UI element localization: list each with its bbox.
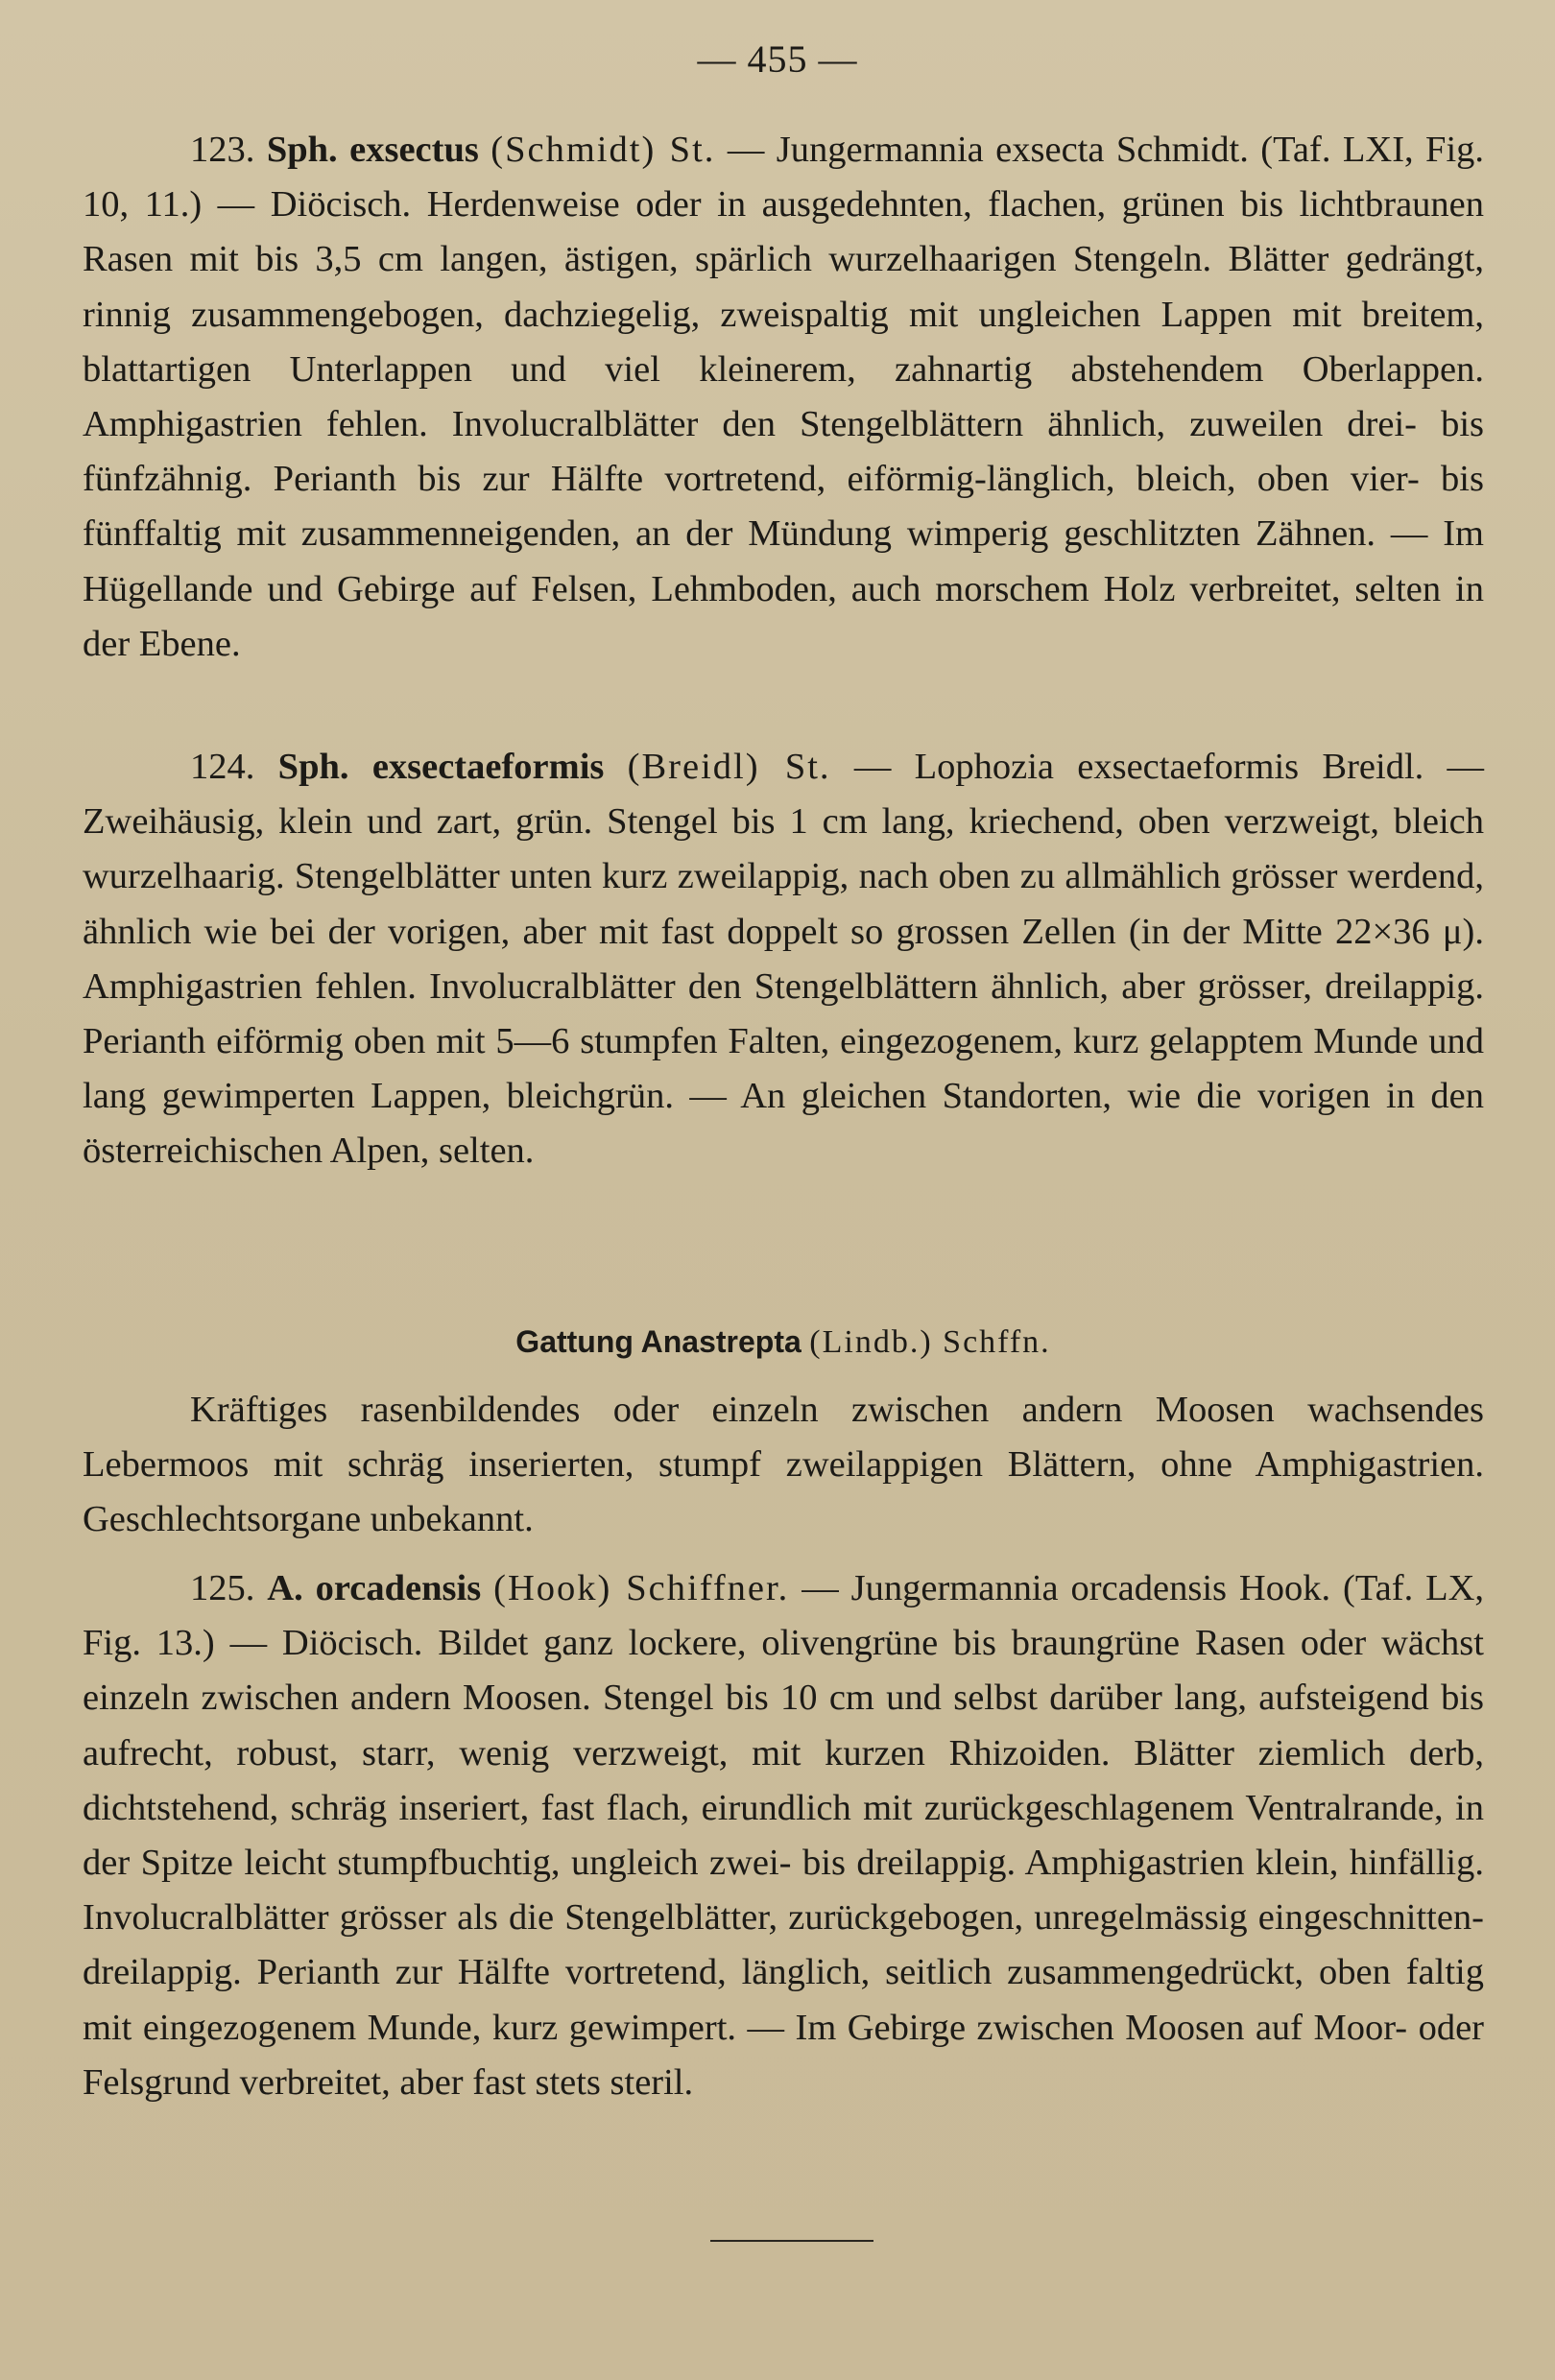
species-name: exsectaeformis bbox=[371, 747, 605, 787]
entry-125 bbox=[83, 1561, 1484, 2110]
entry-text: — Jungermannia orcadensis Hook. (Taf. LX, Fig. 13.) — Diöcisch. Bildet ganz lockere, olivengrüne bis braungrüne Rasen oder wächst einzeln zwischen andern Moosen. Stengel bis 10 cm und selbst darüber lang, aufsteigend bis aufrecht, robust, starr, wenig verzweigt, mit kurzen Rhizoiden. Blätter ziemlich derb, dichtstehend, schräg inseriert, fast flach, eirundlich mit zurückgeschlagenem Ventralrande, in der Spitze leicht stumpfbuchtig, ungleich zwei- bis dreilappig. Amphigastrien klein, hinfällig. Involucralblätter grösser als die Stengelblätter, zurückgebogen, unregelmässig eingeschnitten-dreilappig. Perianth zur Hälfte vortretend, länglich, seitlich zusammengedrückt, oben faltig mit eingezogenem Munde, kurz gewimpert. — Im Gebirge zwischen Moosen auf Moor- oder Felsgrund verbreitet, aber fast stets steril. bbox=[83, 1568, 1485, 2103]
genus-abbreviation: A. bbox=[267, 1568, 303, 1608]
species-author: (Breidl) St. bbox=[627, 747, 831, 787]
closing-rule bbox=[710, 2240, 873, 2242]
genus-abbreviation: Sph. bbox=[266, 130, 338, 170]
species-author: (Hook) Schiffner. bbox=[493, 1568, 790, 1608]
entry-text: — Jungermannia exsecta Schmidt. (Taf. LXI, Fig. 10, 11.) — Diöcisch. Herdenweise oder in ausgedehnten, flachen, grünen bis lichtbraunen Rasen mit bis 3,5 cm langen, ästigen, spärlich wurzelhaarigen Stengeln. Blätter gedrängt, rinnig zusammengebogen, dachziegelig, zweispaltig mit ungleichen Lappen mit breitem, blattartigen Unterlappen und viel kleinerem, zahnartig abstehendem Oberlappen. Amphigastrien fehlen. Involucralblätter den Stengelblättern ähnlich, zuweilen drei- bis fünfzähnig. Perianth bis zur Hälfte vortretend, eiförmig-länglich, bleich, oben vier- bis fünffaltig mit zusammenneigenden, an der Mündung wimperig geschlitzten Zähnen. — Im Hügellande und Gebirge auf Felsen, Lehmboden, auch morschem Holz verbreitet, selten in der Ebene. bbox=[83, 130, 1485, 664]
genus-title: Gattung Anastrepta bbox=[515, 1324, 801, 1359]
genus-author: (Lindb.) Schffn. bbox=[809, 1324, 1051, 1360]
species-name: orcadensis bbox=[315, 1568, 482, 1608]
species-name: exsectus bbox=[349, 130, 479, 170]
entry-paragraph bbox=[83, 123, 1484, 672]
entry-paragraph bbox=[83, 740, 1484, 1179]
entry-123 bbox=[83, 123, 1484, 672]
genus-description-block bbox=[83, 1383, 1484, 1548]
entry-number: 124. bbox=[190, 747, 255, 787]
entry-paragraph bbox=[83, 1561, 1484, 2110]
entry-number: 123. bbox=[190, 130, 255, 170]
entry-124 bbox=[83, 740, 1484, 1179]
page-number: — 455 — bbox=[697, 37, 858, 81]
genus-section bbox=[83, 1324, 1484, 1361]
species-author: (Schmidt) St. bbox=[490, 130, 716, 170]
entry-number: 125. bbox=[190, 1568, 255, 1608]
genus-abbreviation: Sph. bbox=[277, 747, 349, 787]
genus-heading bbox=[83, 1324, 1484, 1361]
entry-text: — Lophozia exsectaeformis Breidl. — Zweihäusig, klein und zart, grün. Stengel bis 1 cm lang, kriechend, oben verzweigt, bleich wurzelhaarig. Stengelblätter unten kurz zweilappig, nach oben zu allmählich grösser werdend, ähnlich wie bei der vorigen, aber mit fast doppelt so grossen Zellen (in der Mitte 22×36 μ). Amphigastrien fehlen. Involucralblätter den Stengelblättern ähnlich, aber grösser, dreilappig. Perianth eiförmig oben mit 5—6 stumpfen Falten, eingezogenem, kurz gelapptem Munde und lang gewimperten Lappen, bleichgrün. — An gleichen Standorten, wie die vorigen in den österreichischen Alpen, selten. bbox=[83, 747, 1485, 1172]
genus-description: Kräftiges rasenbildendes oder einzeln zwischen andern Moosen wachsendes Lebermoos mit schräg inserierten, stumpf zweilappigen Blättern, ohne Amphigastrien. Geschlechtsorgane unbekannt. bbox=[83, 1390, 1484, 1540]
